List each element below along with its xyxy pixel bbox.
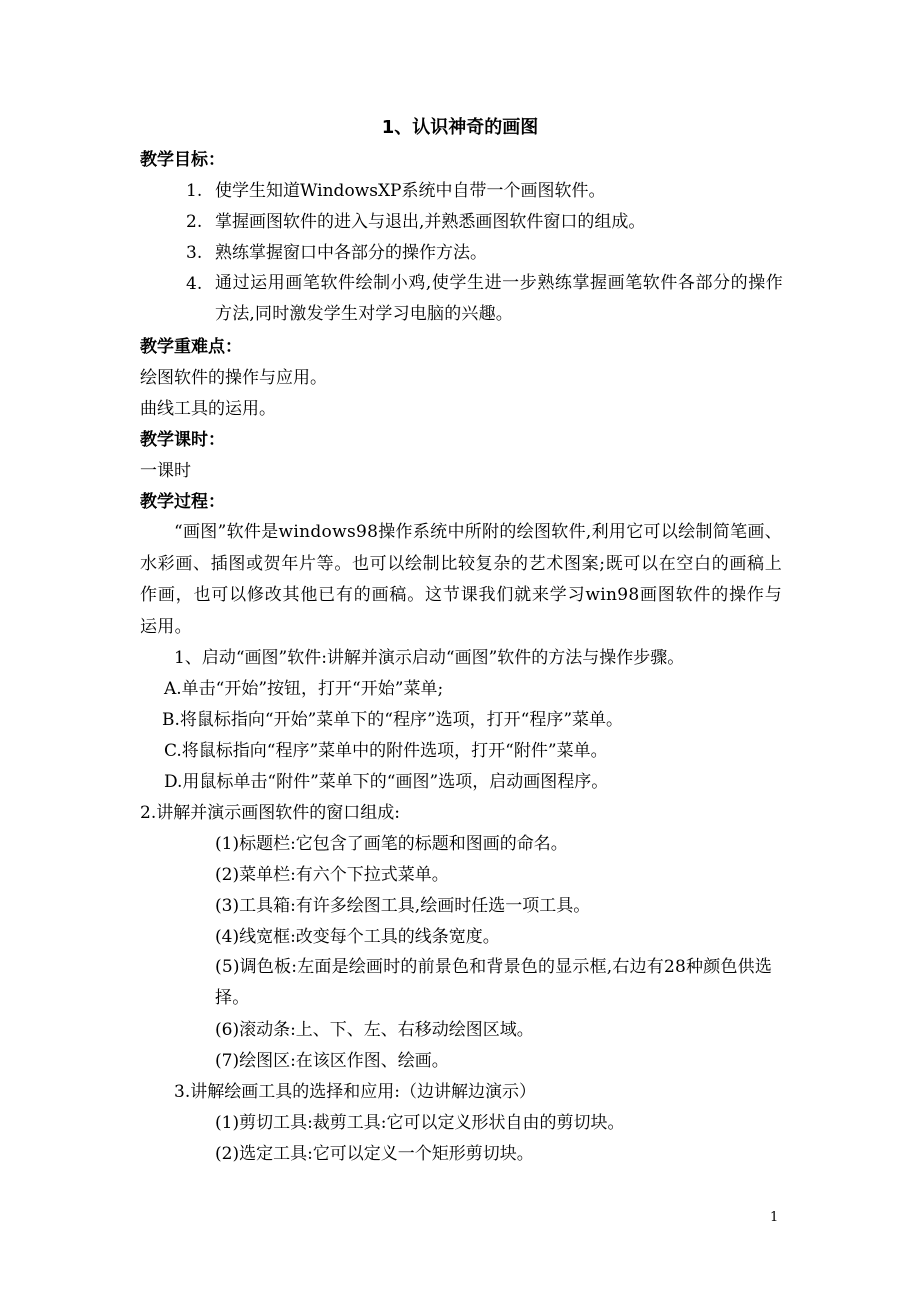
key-point-line: 绘图软件的操作与应用。 [140,368,327,388]
step3-item: (1)剪切工具:裁剪工具:它可以定义形状自由的剪切块。 [215,1113,625,1133]
step3-item: (2)选定工具:它可以定义一个矩形剪切块。 [215,1144,534,1164]
objective-number: 2. [186,212,203,232]
step2-item: (6)滚动条:上、下、左、右移动绘图区域。 [215,1020,534,1040]
step2-item: (5)调色板:左面是绘画时的前景色和背景色的显示框,右边有28种颜色供选择。 [215,957,773,1008]
key-points-heading: 教学重难点： [140,337,242,357]
objective-text: 熟练掌握窗口中各部分的操作方法。 [215,243,487,263]
step3-title: 3.讲解绘画工具的选择和应用:（边讲解边演示） [174,1082,536,1102]
hours-text: 一课时 [140,461,191,481]
step1-item: A.单击“开始”按钮，打开“开始”菜单; [164,679,444,699]
objectives-heading: 教学目标： [140,150,225,170]
key-point-line: 曲线工具的运用。 [140,399,276,419]
step1-title: 1、启动“画图”软件:讲解并演示启动“画图”软件的方法与操作步骤。 [174,648,685,668]
step2-item: (2)菜单栏:有六个下拉式菜单。 [215,865,449,885]
step1-item: D.用鼠标单击“附件”菜单下的“画图”选项，启动画图程序。 [164,772,609,792]
objective-number: 1. [186,181,203,201]
page-number: 1 [770,1210,779,1225]
step2-item: (1)标题栏:它包含了画笔的标题和图画的命名。 [215,834,568,854]
objective-number: 3. [186,243,203,263]
process-heading: 教学过程： [140,492,225,512]
objective-text: 掌握画图软件的进入与退出,并熟悉画图软件窗口的组成。 [215,212,646,232]
step2-item: (3)工具箱:有许多绘图工具,绘画时任选一项工具。 [215,896,591,916]
process-intro: “画图”软件是windows98操作系统中所附的绘图软件,利用它可以绘制简笔画、水彩画、插图或贺年片等。也可以绘制比较复杂的艺术图案;既可以在空白的画稿上作画，也可以修改其他已有的画稿。这节课我们就来学习win98画图软件的操作与运用。 [140,522,782,637]
objective-text: 通过运用画笔软件绘制小鸡,使学生进一步熟练掌握画笔软件各部分的操作方法,同时激发学生对学习电脑的兴趣。 [215,273,783,324]
objective-text: 使学生知道WindowsXP系统中自带一个画图软件。 [215,181,606,201]
hours-heading: 教学课时： [140,430,225,450]
step1-item: C.将鼠标指向“程序”菜单中的附件选项，打开“附件”菜单。 [164,741,608,761]
objective-number: 4. [186,274,203,294]
step2-item: (7)绘图区:在该区作图、绘画。 [215,1051,449,1071]
document-title: 1、认识神奇的画图 [381,117,539,138]
step2-item: (4)线宽框:改变每个工具的线条宽度。 [215,927,500,947]
step1-item: B.将鼠标指向“开始”菜单下的“程序”选项，打开“程序”菜单。 [162,710,624,730]
step2-title: 2.讲解并演示画图软件的窗口组成: [140,803,400,823]
